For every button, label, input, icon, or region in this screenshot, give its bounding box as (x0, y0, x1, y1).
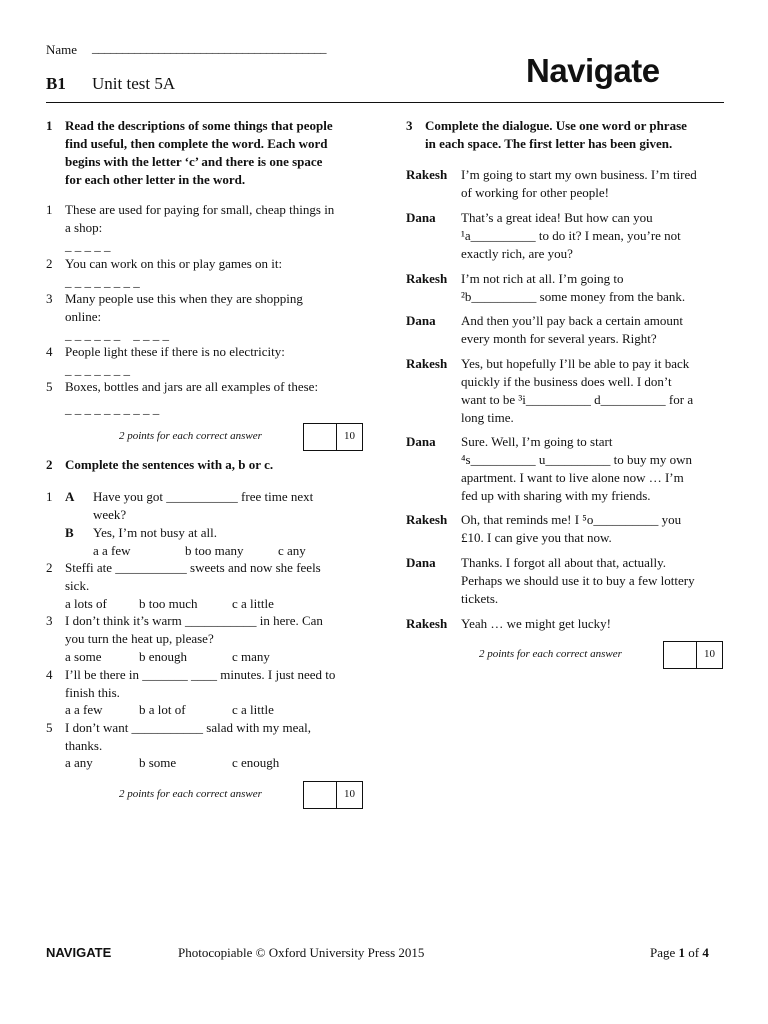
section-number: 1 (46, 118, 53, 133)
list-item-number: 4 (46, 667, 53, 682)
dialogue-line: That’s a great idea! But how can you ¹a__________ to do it? I mean, you’re not exactly rich, are you? (461, 209, 726, 263)
score-box[interactable] (303, 781, 363, 809)
option-a[interactable]: a any (65, 755, 93, 770)
list-item: I don’t think it’s warm ___________ in here. Can you turn the heat up, please? (65, 613, 323, 646)
score-total: 10 (704, 648, 715, 660)
points-note: 2 points for each correct answer (479, 648, 622, 660)
dialogue-line: I’m going to start my own business. I’m tired of working for other people! (461, 167, 697, 200)
points-note: 2 points for each correct answer (119, 430, 262, 442)
section-instructions: Complete the sentences with a, b or c. (65, 457, 274, 472)
answer-blank[interactable]: _ _ _ _ _ (65, 238, 111, 253)
score-box[interactable] (303, 423, 363, 451)
list-item-number: 2 (46, 256, 53, 271)
name-label: Name (46, 42, 78, 57)
section-number: 2 (46, 457, 53, 472)
list-item: Steffi ate ___________ sweets and now she feels sick. (65, 560, 321, 593)
dialogue-line: Yes, but hopefully I’ll be able to pay it back quickly if the business does well. I don’t want to be ³i__________ d__________ for a long time. (461, 355, 726, 427)
list-item: People light these if there is no electricity: _ _ _ _ _ _ _ (65, 343, 375, 379)
list-item-number: 4 (46, 344, 53, 359)
answer-blank[interactable]: _ _ _ _ _ _ _ _ _ _ (65, 401, 160, 416)
footer-brand: NAVIGATE (46, 945, 112, 960)
list-item-number: 3 (46, 291, 53, 306)
list-item: I’ll be there in _______ ____ minutes. I just need to finish this. (65, 667, 336, 700)
speaker-b: B (65, 525, 74, 540)
speaker-a: A (65, 489, 75, 504)
option-b[interactable]: b too much (139, 596, 198, 611)
points-note: 2 points for each correct answer (119, 788, 262, 800)
option-c[interactable]: c enough (232, 755, 280, 770)
speaker-name: Rakesh (406, 616, 448, 631)
list-item: Many people use this when they are shopping online: _ _ _ _ _ _ _ _ _ _ (65, 290, 375, 344)
brand-logo: Navigate (526, 52, 660, 89)
option-b[interactable]: b some (139, 755, 177, 770)
dialogue-line: Sure. Well, I’m going to start ⁴s__________ u__________ to buy my own apartment. I want to live alone now … I’m fed up with sharing with my friends. (461, 433, 726, 505)
list-item: Have you got ___________ free time next week? (93, 489, 314, 522)
section-instructions: Read the descriptions of some things that people find useful, then complete the word. Each word begins with the letter ‘c’ and there is one space for each other letter in the word. (65, 118, 333, 187)
score-box[interactable] (663, 641, 723, 669)
list-item-number: 2 (46, 560, 53, 575)
answer-blank[interactable]: ²b__________ some money from the bank. (461, 289, 686, 304)
speaker-name: Dana (406, 210, 436, 225)
answer-blank[interactable]: ¹a__________ to do it? I mean, you’re not (461, 228, 681, 243)
answer-blank[interactable]: want to be ³i__________ d__________ for a (461, 392, 694, 407)
page-number: Page 1 of 4 (650, 945, 709, 960)
section-instructions: Complete the dialogue. Use one word or phrase in each space. The first letter has been given. (425, 118, 687, 151)
option-c[interactable]: c any (278, 543, 306, 558)
option-a[interactable]: a lots of (65, 596, 107, 611)
list-item-number: 1 (46, 202, 53, 217)
option-b[interactable]: b enough (139, 649, 188, 664)
list-item-number: 5 (46, 720, 53, 735)
level-label: B1 (46, 74, 66, 93)
speaker-name: Rakesh (406, 356, 448, 371)
option-c[interactable]: c a little (232, 702, 274, 717)
answer-blank[interactable]: Oh, that reminds me! I ⁵o__________ you (461, 512, 682, 527)
option-a[interactable]: a a few (93, 543, 131, 558)
answer-blank[interactable]: ⁴s__________ u__________ to buy my own (461, 452, 692, 467)
header-divider (46, 102, 724, 103)
speaker-name: Dana (406, 434, 436, 449)
list-item-number: 1 (46, 489, 53, 504)
option-a[interactable]: a some (65, 649, 102, 664)
dialogue-line: I’m not rich at all. I’m going to ²b__________ some money from the bank. (461, 270, 726, 306)
list-item: You can work on this or play games on it: _ _ _ _ _ _ _ _ (65, 255, 375, 291)
option-c[interactable]: c a little (232, 596, 274, 611)
list-item-number: 3 (46, 613, 53, 628)
name-field[interactable]: _______________________________________ (92, 40, 326, 55)
option-b[interactable]: b too many (185, 543, 244, 558)
dialogue-line: And then you’ll pay back a certain amount every month for several years. Right? (461, 313, 684, 346)
score-total: 10 (344, 430, 355, 442)
test-title: Unit test 5A (92, 74, 176, 93)
list-item: These are used for paying for small, cheap things in a shop: _ _ _ _ _ (65, 201, 375, 255)
answer-blank[interactable]: _ _ _ _ _ _ _ _ (65, 274, 140, 289)
option-b[interactable]: b a lot of (139, 702, 186, 717)
answer-blank[interactable]: _ _ _ _ _ _ _ _ _ _ (65, 327, 169, 342)
list-item-number: 5 (46, 379, 53, 394)
dialogue-line: Yeah … we might get lucky! (461, 616, 611, 631)
speaker-name: Dana (406, 313, 436, 328)
speaker-name: Rakesh (406, 512, 448, 527)
speaker-name: Dana (406, 555, 436, 570)
dialogue-line: Oh, that reminds me! I ⁵o__________ you £10. I can give you that now. (461, 511, 726, 547)
list-item: Boxes, bottles and jars are all examples of these: _ _ _ _ _ _ _ _ _ _ (65, 378, 375, 418)
footer-copyright: Photocopiable © Oxford University Press 2015 (178, 945, 425, 960)
list-item: I don’t want ___________ salad with my meal, thanks. (65, 720, 312, 753)
option-a[interactable]: a a few (65, 702, 103, 717)
dialogue-line: Thanks. I forgot all about that, actually. Perhaps we should use it to buy a few lottery tickets. (461, 555, 695, 606)
answer-blank[interactable]: _ _ _ _ _ _ _ (65, 362, 130, 377)
speaker-name: Rakesh (406, 167, 448, 182)
score-total: 10 (344, 788, 355, 800)
section-number: 3 (406, 118, 413, 133)
speaker-name: Rakesh (406, 271, 448, 286)
option-c[interactable]: c many (232, 649, 270, 664)
